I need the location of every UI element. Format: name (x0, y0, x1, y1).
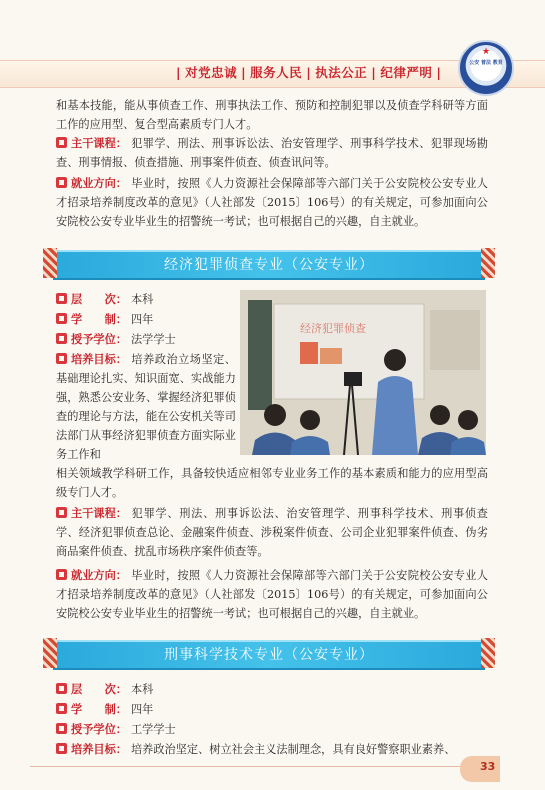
bullet-icon (56, 353, 67, 364)
duration-label: 学 制： (71, 313, 127, 326)
courses-paragraph (56, 134, 488, 172)
goal-text-part2: 相关领域教学科研工作，具备较快适应相邻专业业务工作的基本素质和能力的应用型高级专门人才。 (56, 467, 488, 499)
career-text: 毕业时，按照《人力资源社会保障部等六部门关于公安院校公安专业人才招录培养制度改革的意见》（人社部发〔2015〕106号）的有关规定，可参加面向公安院校公安专业毕业生的招警统一考试；也可根据自己的兴趣，自主就业。 (56, 177, 488, 228)
duration-row (56, 700, 488, 719)
bullet-icon (56, 137, 67, 148)
courses-paragraph (56, 504, 488, 561)
bullet-icon (56, 703, 67, 714)
duration-row (56, 310, 236, 329)
goal-text-part1: 培养政治立场坚定、基础理论扎实、知识面宽、实战能力强，熟悉公安业务、掌握经济犯罪侦查的理论与方法，能在公安机关等司法部门从事经济犯罪侦查方面实际业务工作和 (56, 353, 236, 461)
duration-value: 四年 (130, 313, 154, 326)
duration-value: 四年 (130, 703, 154, 716)
classroom-photo-graphic (240, 290, 486, 455)
courses-label: 主干课程： (71, 137, 127, 150)
star-icon: ★ (481, 47, 491, 57)
level-value: 本科 (130, 683, 154, 696)
bullet-icon (56, 293, 67, 304)
section-banner (53, 640, 485, 670)
level-label: 层 次： (71, 683, 127, 696)
page-number-tab (460, 756, 500, 782)
section-banner (53, 250, 485, 280)
footer-rule (30, 766, 460, 767)
bullet-icon (56, 313, 67, 324)
goal-row (56, 350, 236, 464)
slogan-item: 服务人民 (250, 65, 303, 80)
level-label: 层 次： (71, 293, 127, 306)
page-number: 33 (480, 760, 496, 773)
intro-paragraph: 和基本技能，能从事侦查工作、刑事执法工作、预防和控制犯罪以及侦查学科研等方面工作的应用型、复合型高素质专门人才。 (56, 99, 488, 131)
degree-value: 工学学士 (130, 723, 176, 736)
courses-text: 犯罪学、刑法、刑事诉讼法、治安管理学、刑事科学技术、犯罪现场勘查、刑事情报、侦查措施、刑事案件侦查、侦查讯问等。 (56, 137, 488, 169)
bullet-icon (56, 723, 67, 734)
career-text: 毕业时，按照《人力资源社会保障部等六部门关于公安院校公安专业人才招录培养制度改革的意见》（人社部发〔2015〕106号）的有关规定，可参加面向公安院校公安专业毕业生的招警统一考试；也可根据自己的兴趣，自主就业。 (56, 569, 488, 620)
bullet-icon (56, 743, 67, 754)
degree-row (56, 720, 488, 739)
career-label: 就业方向： (71, 569, 127, 582)
courses-label: 主干课程： (71, 507, 127, 520)
career-label: 就业方向： (71, 177, 127, 190)
level-value: 本科 (130, 293, 154, 306)
bullet-icon (56, 507, 67, 518)
bullet-icon (56, 683, 67, 694)
level-row (56, 290, 236, 309)
slogan-item: 纪律严明 (380, 65, 433, 80)
header-slogan: | 对党忠诚 | 服务人民 | 执法公正 | 纪律严明 | (176, 65, 442, 80)
bullet-icon (56, 569, 67, 580)
bullet-icon (56, 333, 67, 344)
slogan-item: 执法公正 (315, 65, 368, 80)
degree-label: 授予学位： (71, 333, 127, 346)
goal-label: 培养目标： (71, 743, 127, 756)
police-emblem-logo (458, 40, 514, 96)
board-text: 经济犯罪侦查 (300, 322, 366, 335)
degree-value: 法学学士 (130, 333, 176, 346)
goal-text: 培养政治坚定、树立社会主义法制理念，具有良好警察职业素养、 (130, 743, 456, 756)
classroom-photo (240, 290, 486, 455)
career-paragraph (56, 174, 488, 231)
goal-label: 培养目标： (71, 353, 127, 366)
duration-label: 学 制： (71, 703, 127, 716)
goal-row (56, 740, 488, 759)
section-title: 经济犯罪侦查专业（公安专业） (164, 257, 374, 273)
career-paragraph (56, 566, 488, 623)
emblem-text: 公安 普法 教育 (469, 60, 503, 66)
degree-label: 授予学位： (71, 723, 127, 736)
section-title: 刑事科学技术专业（公安专业） (164, 647, 374, 663)
level-row (56, 680, 488, 699)
degree-row (56, 330, 236, 349)
courses-text: 犯罪学、刑法、刑事诉讼法、治安管理学、刑事科学技术、刑事侦查学、经济犯罪侦查总论、金融案件侦查、涉税案件侦查、公司企业犯罪案件侦查、伪劣商品案件侦查、扰乱市场秩序案件侦查等。 (56, 507, 488, 558)
bullet-icon (56, 177, 67, 188)
slogan-item: 对党忠诚 (185, 65, 238, 80)
